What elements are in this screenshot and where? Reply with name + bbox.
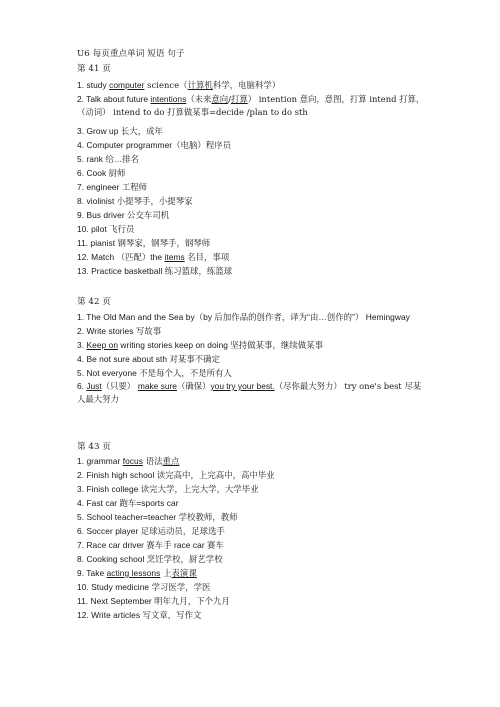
- list-item: 4. Fast car 跑车=sports car: [77, 498, 179, 508]
- list-item: 4. Computer programmer（电脑）程序员: [77, 140, 232, 150]
- text-segment: （确保）: [176, 381, 211, 391]
- list-item: 13. Practice basketball 练习篮球，练篮球: [77, 266, 233, 276]
- list-item: [77, 340, 323, 351]
- list-item: [77, 252, 229, 263]
- underlined-word: computer: [109, 80, 145, 90]
- list-item: 11. pianist 钢琴家，钢琴手，钢琴师: [77, 238, 211, 248]
- underlined-word: focus: [122, 456, 143, 466]
- text-segment: 语法: [142, 456, 163, 466]
- list-item: 12. Write articles 写文章，写作文: [77, 610, 202, 620]
- list-item: 1. The Old Man and the Sea by（by 后加作品的创作者，译为“由…创作的”） Hemingway: [77, 312, 410, 322]
- underlined-word: 重点: [162, 456, 180, 466]
- underlined-word: items: [164, 252, 185, 262]
- text-segment: 科学，电脑科学）: [212, 80, 281, 90]
- list-item: [77, 456, 179, 467]
- text-segment: 名目，事项: [184, 252, 230, 262]
- text-segment: /: [228, 94, 231, 104]
- list-item: 3. Grow up 长大，成年: [77, 126, 163, 136]
- list-item: 5. School teacher=teacher 学校教师，教师: [77, 512, 238, 522]
- text-segment: writing stories keep on doing 坚持做某事，继续做某事: [118, 340, 324, 350]
- list-item: [77, 380, 427, 406]
- text-segment: 12. Match （匹配）the: [77, 252, 165, 262]
- underlined-word: acting lessons: [106, 568, 161, 578]
- list-item: 8. Cooking school 烹饪学校，厨艺学校: [77, 554, 223, 564]
- text-segment: （未来: [186, 94, 212, 104]
- list-item: 3. Finish college 读完大学，上完大学，大学毕业: [77, 484, 259, 494]
- list-item: [77, 80, 280, 91]
- list-item: [77, 93, 427, 119]
- document-title: U6 每页重点单词 短语 句子: [77, 49, 185, 59]
- text-segment: （尽你最大努力） try one's best 尽某人最大努力: [77, 381, 422, 404]
- underlined-word: intentions: [150, 94, 187, 104]
- list-item: 2. Write stories 写故事: [77, 326, 162, 336]
- text-segment: （只要）: [101, 381, 138, 391]
- section-heading-p42: 第 42 页: [77, 297, 111, 307]
- text-segment: ） intention 意向，意图，打算 intend 打算，（动词） intend to do 打算做某事=decide /plan to do sth: [77, 94, 425, 117]
- underlined-word: Keep on: [86, 340, 119, 350]
- list-item: 11. Next September 明年九月，下个九月: [77, 596, 230, 606]
- underlined-word: 打算: [230, 94, 248, 104]
- text-segment: 3.: [77, 340, 87, 350]
- underlined-word: 表演课: [171, 568, 197, 578]
- list-item: 10. Study medicine 学习医学，学医: [77, 582, 211, 592]
- section-heading-p43: 第 43 页: [77, 442, 111, 452]
- list-item: 5. rank 给…排名: [77, 154, 140, 164]
- list-item: [77, 568, 197, 579]
- list-item: 6. Cook 厨师: [77, 168, 126, 178]
- text-segment: 6.: [77, 381, 87, 391]
- list-item: 6. Soccer player 足球运动员，足球选手: [77, 526, 225, 536]
- list-item: 9. Bus driver 公交车司机: [77, 210, 170, 220]
- list-item: 5. Not everyone 不是每个人，不是所有人: [77, 368, 232, 378]
- list-item: 7. engineer 工程师: [77, 182, 148, 192]
- text-segment: 1. grammar: [77, 456, 123, 466]
- underlined-word: Just: [86, 381, 102, 391]
- list-item: 8. violinist 小提琴手，小提琴家: [77, 196, 193, 206]
- text-segment: 1. study: [77, 80, 110, 90]
- underlined-word: 意向: [211, 94, 229, 104]
- list-item: 10. pilot 飞行员: [77, 224, 135, 234]
- underlined-word: you try your best.: [210, 381, 275, 391]
- underlined-word: make sure: [137, 381, 177, 391]
- list-item: 4. Be not sure about sth 对某事不确定: [77, 354, 221, 364]
- underlined-word: 计算机: [187, 80, 213, 90]
- section-heading-p41: 第 41 页: [77, 64, 111, 74]
- text-segment: 2. Talk about future: [77, 94, 151, 104]
- list-item: 2. Finish high school 读完高中，上完高中，高中毕业: [77, 470, 275, 480]
- text-segment: 上: [160, 568, 172, 578]
- text-segment: 9. Take: [77, 568, 107, 578]
- list-item: 7. Race car driver 赛车手 race car 赛车: [77, 540, 224, 550]
- text-segment: science（: [144, 80, 188, 90]
